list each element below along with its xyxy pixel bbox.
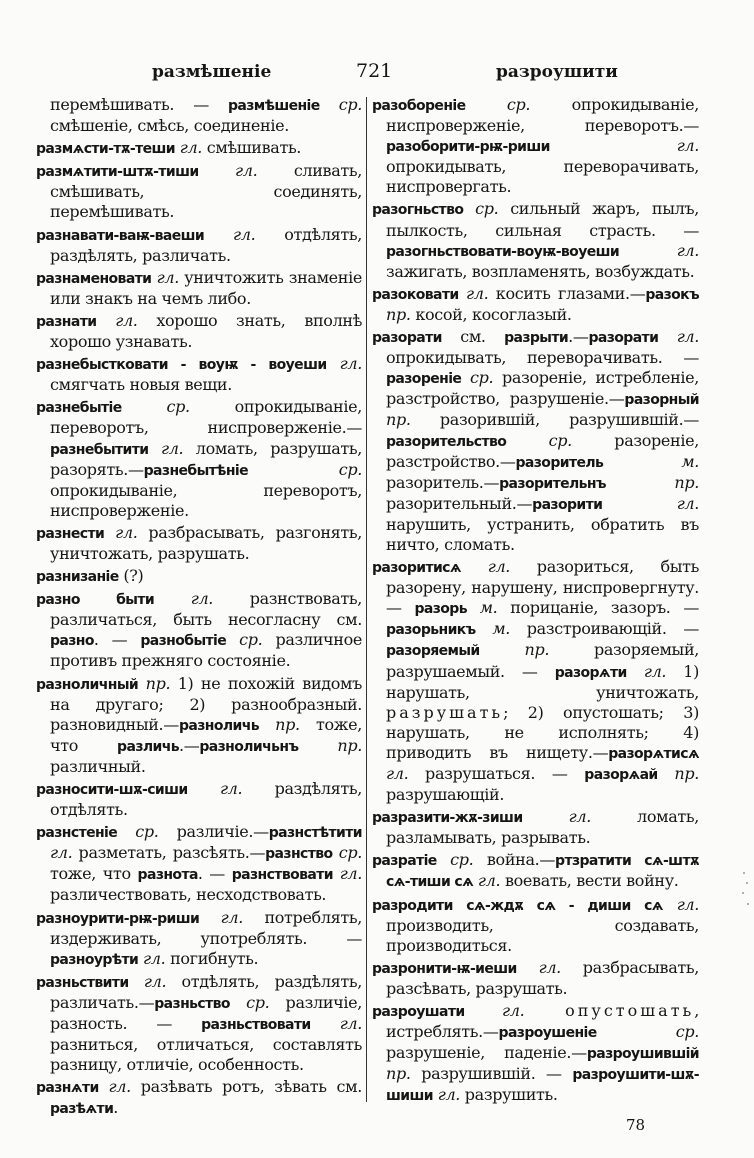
definition-text: . —: [197, 864, 232, 884]
dictionary-entry: [36, 589, 362, 671]
headword: разоритисѧ: [372, 560, 461, 577]
headword: разѣѧти: [50, 1101, 114, 1117]
headword: разорительство: [386, 433, 507, 450]
definition-text: разрушающій.: [386, 785, 505, 805]
grammar-label: гл.: [128, 971, 167, 991]
grammar-label: ср.: [461, 368, 494, 388]
grammar-label: м.: [475, 619, 511, 639]
dictionary-entry: [36, 138, 362, 159]
headword: разнаменовати: [36, 270, 152, 287]
headword: разноличьнъ: [199, 738, 299, 755]
dictionary-entry: [36, 311, 362, 352]
grammar-label: ср.: [229, 992, 270, 1012]
headword: разоковати: [372, 286, 459, 303]
grammar-label: пр.: [258, 714, 300, 734]
definition-text: 1) не похожій видомъ на другаго; 2) разнообразный. разновидный.—: [50, 673, 362, 734]
definition-text: тоже, что: [50, 714, 362, 755]
definition-text: .—: [178, 735, 200, 755]
headword: разорѧти: [554, 664, 627, 681]
grammar-label: гл.: [138, 948, 166, 968]
definition-text: различный.: [50, 756, 146, 776]
definition-text: опрокидываніе, переворотъ, ниспроверженіе.: [50, 480, 362, 520]
definition-text: ; 2) опустошать; 3) нарушать, не исполнять; 4) приводить въ нищету.—: [386, 702, 699, 762]
grammar-label: пр.: [657, 764, 699, 783]
definition-text: различіе.—: [158, 822, 269, 842]
definition-text: различіе, разность. —: [50, 992, 362, 1034]
right-guide-word: разроушити: [496, 62, 618, 82]
headword: разнебытити: [50, 441, 149, 458]
dictionary-entry: [36, 95, 362, 136]
headword: разноурѣти: [50, 951, 139, 968]
grammar-label: пр.: [138, 673, 171, 693]
definition-text: опрокидывать, переворачивать. —: [386, 348, 699, 368]
grammar-label: гл.: [458, 283, 489, 303]
headword: разоритель: [515, 454, 604, 471]
definition-text: смѣшеніе, смѣсь, соединеніе.: [50, 116, 289, 136]
grammar-label: ср.: [436, 850, 474, 870]
definition-text: различествовать, несходствовать.: [50, 885, 327, 905]
dictionary-entry: [36, 566, 362, 587]
definition-text: разорившій, разрушившій.—: [410, 410, 699, 430]
headword: разорити: [532, 496, 603, 513]
grammar-label: гл.: [98, 1077, 131, 1097]
headword: разнота: [137, 867, 198, 884]
grammar-label: пр.: [605, 472, 699, 492]
definition-text: разстроивающій. —: [510, 619, 699, 639]
headword: разорь: [414, 601, 467, 618]
headword: разогньствовати-воуѭ-воуеши: [386, 243, 620, 260]
headword: разнстеніе: [36, 825, 118, 842]
grammar-label: пр.: [298, 735, 362, 755]
grammar-label: гл.: [658, 327, 699, 347]
dictionary-entry: [372, 807, 699, 848]
headword: размѣшеніе: [227, 98, 320, 114]
definition-text: разниться, отличаться, составлять разницу, отличіе, особенность.: [50, 1035, 362, 1075]
definition-text: разметать, разсѣять.—: [72, 843, 266, 863]
definition-text: 1) нарушать, уничтожать,: [386, 661, 699, 702]
grammar-label: гл.: [148, 438, 184, 458]
headword: разронити-ѭ-иеши: [372, 960, 517, 977]
headword: разроушати: [372, 1004, 465, 1021]
definition-text: разорительный.—: [386, 493, 533, 513]
grammar-label: пр.: [386, 1064, 411, 1084]
definition-text: порицаніе, зазоръ. —: [497, 598, 699, 618]
definition-text: .: [113, 1098, 119, 1117]
dictionary-entry: [372, 284, 699, 325]
dictionary-entry: [36, 972, 362, 1075]
dictionary-entry: [36, 908, 362, 970]
headword: разно: [50, 633, 94, 650]
headword: разнебыстковати - воуѭ - воуеши: [36, 357, 327, 374]
grammar-label: гл.: [549, 136, 699, 156]
headword: разорьникъ: [386, 622, 476, 639]
headword: разогньство: [372, 202, 464, 219]
definition-text: разрушаться. —: [408, 764, 585, 783]
definition-text: косой, косоглазый.: [410, 304, 572, 324]
dictionary-entry: [372, 327, 699, 555]
headword: ртзратити сѧ-штѫ сѧ-тиши сѧ: [386, 853, 699, 891]
dictionary-entry: [372, 1001, 699, 1106]
definition-text: разѣвать ротъ, зѣвать см.: [130, 1077, 362, 1097]
headword: разокъ: [645, 286, 699, 303]
grammar-label: гл.: [104, 522, 138, 542]
dictionary-entry: [36, 523, 362, 564]
definition-text: разнствовать, различаться, быть несогласну см.: [50, 589, 362, 630]
definition-text: зажигать, возпламенять, возбуждать.: [386, 261, 695, 281]
dictionary-entry: [36, 161, 362, 222]
grammar-label: м.: [466, 598, 498, 618]
dictionary-entry: [36, 397, 362, 521]
headword: разореніе: [386, 371, 462, 388]
headword: разорный: [624, 392, 699, 409]
definition-text: отдѣлять, раздѣлять, различать.—: [50, 971, 362, 1012]
headword: разнизаніе: [36, 569, 119, 586]
grammar-label: пр.: [386, 410, 411, 430]
headword: разноличный: [36, 676, 139, 693]
left-column: [36, 95, 362, 1117]
definition-text: разориться, быть разорену, нарушену, ниспровергнуту. —: [386, 557, 699, 618]
grammar-label: гл.: [151, 267, 179, 287]
headword: разроушити-шѫ-шиши: [386, 1067, 699, 1105]
grammar-label: гл.: [464, 1001, 525, 1021]
dictionary-entry: [36, 1077, 362, 1117]
headword: разнствовати: [231, 867, 333, 884]
headword: разоряемый: [386, 643, 480, 660]
right-column: [372, 95, 699, 1117]
grammar-label: м.: [603, 451, 699, 471]
definition-text: разрушеніе, паденіе.—: [386, 1043, 587, 1063]
definition-text: нарушить, устранить, обратить въ ничто, сломать.: [386, 514, 699, 554]
dictionary-entry: [372, 850, 699, 892]
headword: разноличь: [178, 717, 259, 734]
spaced-text: разрушать: [386, 702, 504, 722]
grammar-label: гл.: [626, 661, 667, 681]
grammar-label: пр.: [479, 640, 550, 660]
definition-text: разоряемый, разрушаемый. —: [386, 640, 699, 681]
definition-text: воевать, вести войну.: [500, 871, 679, 891]
definition-text: тоже, что: [50, 864, 138, 884]
headword: разобореніе: [372, 98, 466, 114]
headword: разнебытѣніе: [143, 462, 249, 479]
definition-text: раздѣлять, отдѣлять.: [50, 779, 362, 820]
grammar-label: гл.: [332, 864, 362, 884]
spaced-text: опустошать: [524, 1001, 695, 1021]
grammar-label: ср.: [465, 95, 531, 114]
grammar-label: гл.: [198, 161, 258, 181]
grammar-label: гл.: [326, 354, 362, 374]
headword: разньствовати: [201, 1017, 311, 1034]
definition-text: разрушить.: [460, 1085, 558, 1105]
definition-text: разбрасывать, разгонять, уничтожать, разрушать.: [50, 522, 362, 563]
dictionary-entry: [36, 779, 362, 820]
dictionary-entry: [372, 958, 699, 999]
definition-text: (?): [118, 566, 144, 586]
definition-text: производить, создавать, производиться.: [386, 915, 699, 955]
definition-text: .—: [568, 327, 589, 347]
dictionary-entry: [36, 268, 362, 309]
definition-text: смягчать новыя вещи.: [50, 375, 232, 395]
grammar-label: ср.: [226, 630, 263, 650]
grammar-label: гл.: [460, 557, 511, 577]
grammar-label: пр.: [386, 304, 411, 324]
definition-text: смѣшивать.: [202, 138, 302, 158]
headword: разнѧти: [36, 1080, 99, 1097]
dictionary-entry: [36, 674, 362, 777]
definition-text: . —: [93, 630, 141, 650]
grammar-label: гл.: [50, 843, 73, 863]
dictionary-entry: [36, 354, 362, 395]
definition-text: сливать, смѣшивать, соединять, перемѣшивать.: [50, 161, 362, 222]
definition-text: разореніе, разстройство.—: [386, 430, 699, 471]
headword: разносити-шѫ-сиши: [36, 782, 188, 798]
headword: разнебытіе: [36, 400, 122, 417]
headword: разнати: [36, 313, 97, 330]
definition-text: война.—: [473, 850, 556, 870]
definition-text: см.: [441, 327, 505, 347]
definition-text: хорошо знать, вполнѣ хорошо узнавать.: [50, 310, 362, 352]
definition-text: различное противъ прежняго состояніе.: [50, 630, 362, 671]
headword: разно быти: [36, 592, 155, 609]
definition-text: отдѣлять, раздѣлять, различать.: [50, 224, 362, 265]
dictionary-entry: [372, 557, 699, 805]
headword: разорительнъ: [499, 475, 606, 492]
headword: разоборити-рѭ-риши: [386, 139, 550, 156]
grammar-label: гл.: [310, 1014, 362, 1034]
dictionary-entry: [36, 225, 362, 266]
headword: размѧтити-штѫ-тиши: [36, 164, 199, 181]
headword: размѧсти-тѫ-теши: [36, 141, 175, 158]
headword: разорѧтисѧ: [608, 745, 699, 762]
grammar-label: ср.: [248, 459, 362, 479]
definition-text: перемѣшивать. —: [50, 95, 228, 114]
grammar-label: ср.: [332, 843, 362, 863]
grammar-label: гл.: [602, 493, 699, 513]
definition-text: разореніе, истребленіе, разстройство, разрушеніе.—: [386, 368, 699, 409]
definition-text: погибнуть.: [165, 948, 259, 968]
headword: различь: [117, 738, 179, 755]
page-number: 721: [356, 60, 393, 82]
left-guide-word: размѣшеніе: [152, 62, 272, 82]
definition-text: опрокидываніе, переворотъ, ниспроверженіе.—: [50, 397, 362, 438]
grammar-label: гл.: [432, 1085, 461, 1105]
grammar-label: ср.: [319, 95, 362, 114]
definition-text: ломать, разрушать, разорять.—: [50, 438, 362, 479]
running-header: [40, 58, 720, 86]
headword: разроушеніе: [498, 1025, 597, 1042]
definition-text: разоритель.—: [386, 472, 500, 492]
headword: разньствити: [36, 974, 129, 991]
headword: разорѧай: [584, 767, 658, 783]
headword: разнство: [265, 846, 333, 863]
definition-text: потреблять, издерживать, употреблять. —: [50, 907, 362, 948]
headword: разнавати-ваѭ-ваеши: [36, 227, 205, 244]
headword: разнстѣтити: [268, 825, 362, 842]
definition-text: разбрасывать, разсѣвать, разрушать.: [386, 957, 699, 998]
grammar-label: ср.: [117, 822, 159, 842]
dictionary-entry: [372, 895, 699, 956]
dictionary-entry: [36, 822, 362, 905]
grammar-label: гл.: [473, 871, 501, 891]
grammar-label: гл.: [187, 779, 243, 798]
definition-text: опрокидываніе, ниспроверженіе, переворотъ.—: [386, 95, 699, 136]
margin-specks: [742, 870, 750, 910]
signature-number: 78: [626, 1116, 646, 1134]
grammar-label: гл.: [199, 907, 243, 927]
definition-text: опрокидывать, переворачивать, ниспровергать.: [386, 157, 699, 197]
grammar-label: гл.: [516, 957, 561, 977]
headword: разратіе: [372, 853, 437, 870]
headword: разродити сѧ-ждѫ сѧ - диши сѧ: [372, 897, 663, 914]
headword: разноурити-рѭ-риши: [36, 910, 200, 927]
definition-text: , истреблять.—: [386, 1001, 699, 1042]
headword: разнобытіе: [140, 633, 227, 650]
definition-text: разрушившій. —: [410, 1064, 573, 1084]
definition-text: косить глазами.—: [488, 283, 646, 303]
grammar-label: ср.: [506, 430, 572, 450]
dictionary-entry: [372, 95, 699, 197]
grammar-label: ср.: [121, 397, 190, 417]
grammar-label: гл.: [154, 589, 214, 609]
definition-text: сильный жаръ, пылъ, пылкость, сильная страсть. —: [386, 199, 699, 240]
grammar-label: гл.: [174, 138, 203, 158]
column-divider: [366, 97, 367, 1102]
grammar-label: ср.: [596, 1022, 699, 1042]
dictionary-entry: [372, 199, 699, 281]
headword: разроушившій: [586, 1046, 699, 1063]
grammar-label: гл.: [619, 240, 699, 260]
definition-text: ломать, разламывать, разрывать.: [386, 807, 699, 848]
headword: разньство: [154, 995, 230, 1012]
grammar-label: гл.: [204, 224, 256, 244]
grammar-label: гл.: [662, 894, 699, 914]
grammar-label: гл.: [386, 764, 409, 783]
headword: разнести: [36, 525, 105, 542]
headword: разрыти: [504, 330, 569, 347]
grammar-label: гл.: [96, 310, 138, 330]
headword: разорати: [372, 330, 442, 347]
grammar-label: ср.: [463, 199, 499, 219]
headword: разорати: [588, 330, 659, 347]
definition-text: уничтожить знаменіе или знакъ на чемъ либо.: [50, 267, 362, 308]
grammar-label: гл.: [522, 807, 591, 827]
headword: разразити-жѫ-зиши: [372, 810, 523, 827]
